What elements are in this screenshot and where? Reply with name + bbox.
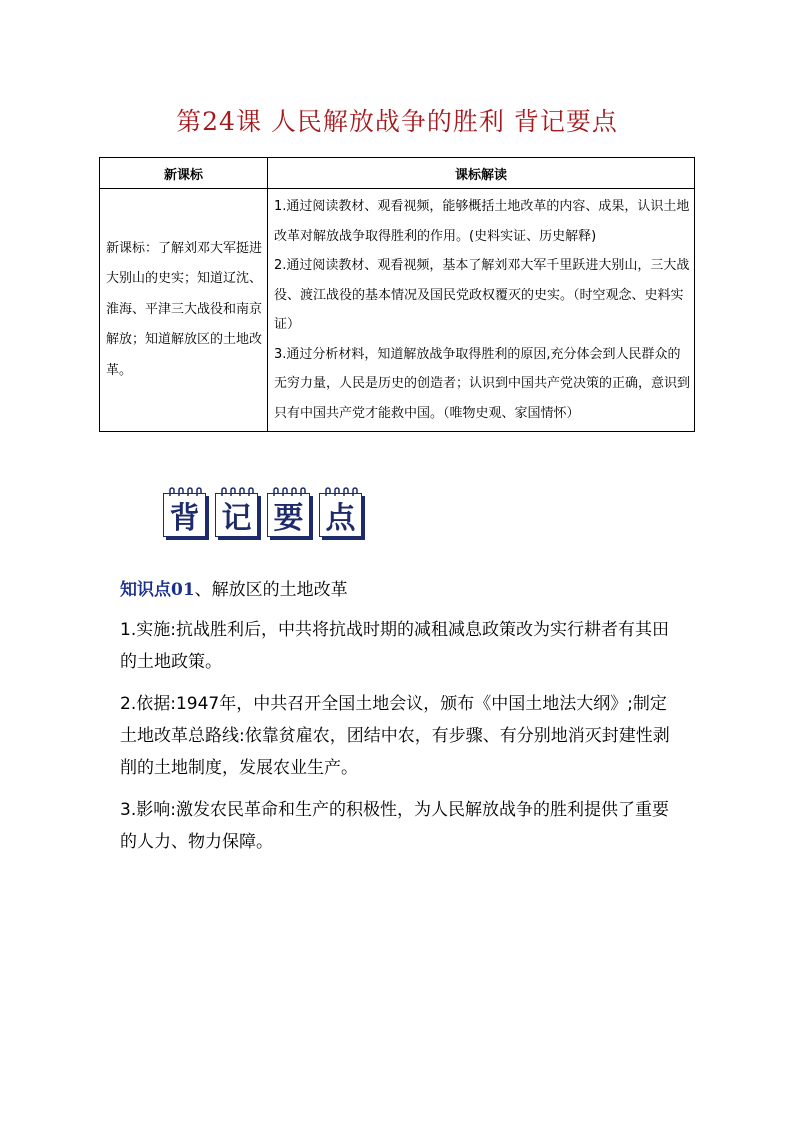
interpretation-cell — [268, 189, 695, 432]
table-header-row — [100, 158, 695, 189]
paragraph-basis: 2.依据:1947年，中共召开全国土地会议，颁布《中国土地法大纲》;制定土地改革总路线:依靠贫雇农，团结中农，有步骤、有分别地消灭封建性剥削的土地制度，发展农业生产。 — [120, 694, 670, 778]
knowledge-point-heading — [120, 574, 700, 606]
binder-rings-icon — [215, 487, 258, 497]
page-title: 第24课 人民解放战争的胜利 背记要点 — [176, 107, 618, 136]
knowledge-content — [120, 614, 680, 858]
interpretation-item-2: 2.通过阅读教材、观看视频，基本了解刘邓大军千里跃进大别山，三大战役、渡江战役的基本情况及国民党政权覆灭的史实。（时空观念、史料实证） — [274, 258, 690, 332]
binder-rings-icon — [319, 487, 362, 497]
badge-bei — [163, 487, 206, 537]
header-standard-interpretation: 课标解读 — [268, 158, 695, 189]
knowledge-point-label: 知识点01 — [120, 580, 195, 600]
paragraph-implementation: 1.实施:抗战胜利后，中共将抗战时期的减租减息政策改为实行耕者有其田的土地政策。 — [120, 620, 669, 672]
badge-char: 要 — [273, 501, 304, 536]
header-new-standard: 新课标 — [100, 158, 268, 189]
binder-rings-icon — [163, 487, 206, 497]
curriculum-table — [99, 157, 695, 432]
badge-yao — [267, 487, 310, 537]
knowledge-point-title: 、解放区的土地改革 — [194, 580, 348, 600]
interpretation-item-1: 1.通过阅读教材、观看视频，能够概括土地改革的内容、成果，认识土地改革对解放战争取得胜利的作用。(史料实证、历史解释) — [274, 199, 690, 244]
badge-ji — [215, 487, 258, 537]
badge-dian — [319, 487, 362, 537]
standard-cell: 新课标：了解刘邓大军挺进大别山的史实；知道辽沈、淮海、平津三大战役和南京解放；知道解放区的土地改革。 — [100, 189, 268, 432]
table-row — [100, 189, 695, 432]
binder-rings-icon — [267, 487, 310, 497]
paragraph-impact: 3.影响:激发农民革命和生产的积极性，为人民解放战争的胜利提供了重要的人力、物力保障。 — [120, 800, 669, 852]
memo-badges — [163, 487, 362, 537]
badge-char: 记 — [221, 501, 252, 536]
badge-char: 背 — [169, 501, 200, 536]
interpretation-item-3: 3.通过分析材料，知道解放战争取得胜利的原因,充分体会到人民群众的无穷力量，人民是历史的创造者；认识到中国共产党决策的正确，意识到只有中国共产党才能救中国。（唯物史观、家国情怀） — [274, 346, 691, 421]
badge-char: 点 — [325, 501, 356, 536]
